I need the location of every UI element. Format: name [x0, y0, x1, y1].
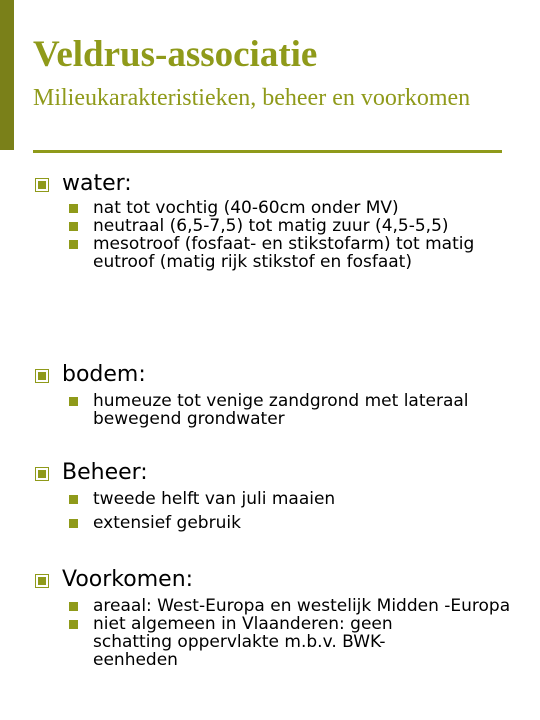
sub-list — [93, 199, 513, 271]
list-item — [93, 514, 513, 532]
section-heading: water: — [62, 171, 132, 196]
square-bullet-icon — [35, 178, 49, 192]
list-item — [93, 615, 453, 669]
square-bullet-icon — [69, 204, 78, 213]
square-bullet-icon — [35, 467, 49, 481]
list-item-text: niet algemeen in Vlaanderen: geen schatting oppervlakte m.b.v. BWK-eenheden — [93, 614, 393, 670]
square-bullet-icon — [69, 397, 78, 406]
slide-subtitle: Milieukarakteristieken, beheer en voorkomen — [33, 85, 471, 111]
sub-list — [93, 392, 513, 428]
list-item — [93, 199, 513, 217]
list-item-text: mesotroof (fosfaat- en stikstofarm) tot matig eutroof (matig rijk stikstof en fosfaat) — [93, 234, 475, 272]
square-bullet-icon — [35, 369, 49, 383]
sub-list — [93, 490, 513, 532]
title-divider — [33, 150, 502, 153]
section-heading: Beheer: — [62, 460, 148, 485]
list-item-text: nat tot vochtig (40-60cm onder MV) — [93, 198, 399, 218]
square-bullet-icon — [69, 222, 78, 231]
section-heading: bodem: — [62, 362, 146, 387]
list-item-text: neutraal (6,5-7,5) tot matig zuur (4,5-5,5) — [93, 216, 449, 236]
list-item — [93, 597, 513, 615]
square-bullet-icon — [35, 574, 49, 588]
slide-title: Veldrus-associatie — [33, 34, 318, 75]
square-bullet-icon — [69, 519, 78, 528]
sub-list — [93, 597, 513, 669]
square-bullet-icon — [69, 602, 78, 611]
list-item-text: areaal: West-Europa en westelijk Midden -Europa — [93, 596, 511, 616]
list-item-text: tweede helft van juli maaien — [93, 489, 336, 509]
list-item — [93, 235, 513, 271]
list-item-text: extensief gebruik — [93, 513, 241, 533]
list-item — [93, 392, 473, 428]
section-heading: Voorkomen: — [62, 567, 194, 592]
list-item — [93, 490, 513, 508]
list-item-text: humeuze tot venige zandgrond met lateraal bewegend grondwater — [93, 391, 469, 429]
list-item — [93, 217, 488, 235]
sidebar-accent-bar — [0, 0, 14, 150]
square-bullet-icon — [69, 240, 78, 249]
square-bullet-icon — [69, 620, 78, 629]
square-bullet-icon — [69, 495, 78, 504]
